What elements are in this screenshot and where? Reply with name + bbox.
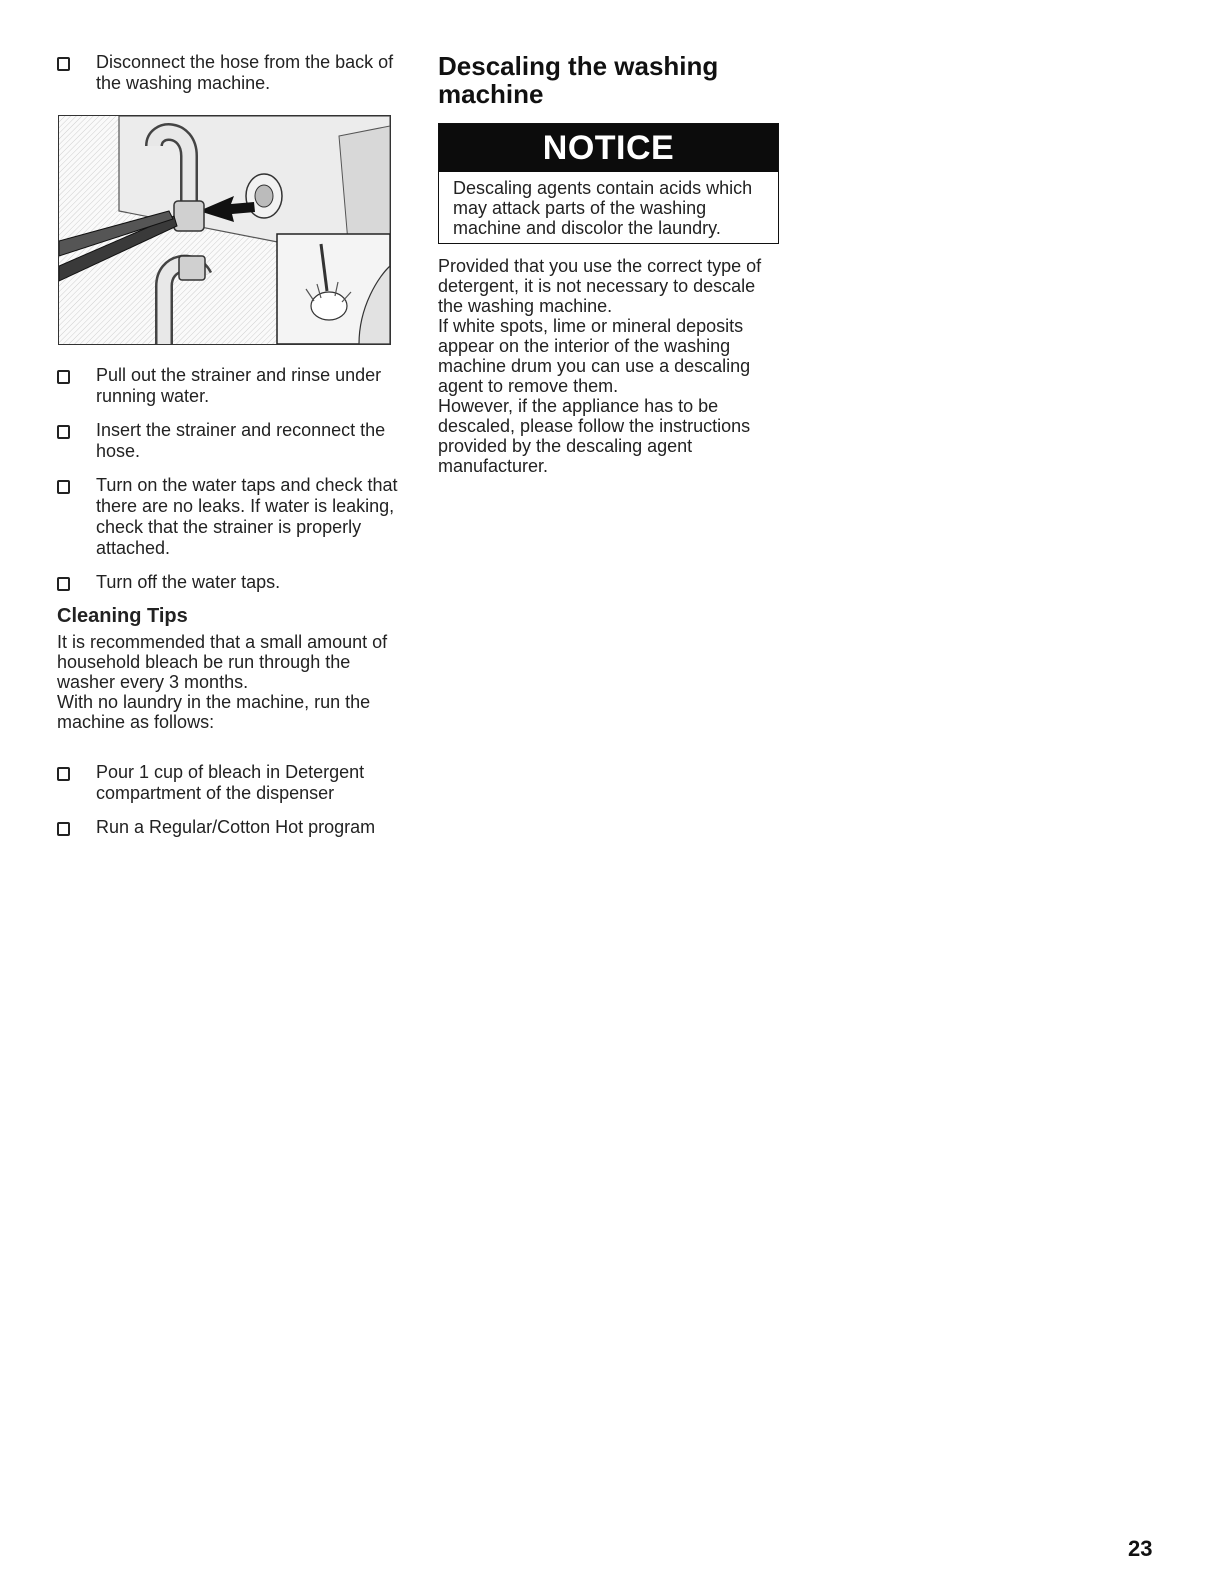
step-text: Pull out the strainer and rinse under running water. bbox=[96, 365, 382, 406]
cleaning-paragraph: With no laundry in the machine, run the machine as follows: bbox=[57, 692, 371, 732]
step-text: Pour 1 cup of bleach in Detergent compartment of the dispenser bbox=[96, 762, 365, 803]
section-title: Descaling the washing machine bbox=[438, 51, 719, 109]
cleaning-paragraph: It is recommended that a small amount of household bleach be run through the washer every 3 months. bbox=[57, 632, 388, 692]
checkbox-bullet-icon bbox=[57, 370, 70, 384]
step-text: Turn on the water taps and check that there are no leaks. If water is leaking, check that the strainer is properly attached. bbox=[96, 475, 398, 558]
checkbox-bullet-icon bbox=[57, 425, 70, 439]
left-column bbox=[57, 52, 402, 838]
hose-disconnect-illustration bbox=[58, 115, 391, 345]
notice-label: NOTICE bbox=[439, 124, 778, 172]
list-item bbox=[57, 762, 402, 804]
checkbox-bullet-icon bbox=[57, 57, 70, 71]
step-text: Run a Regular/Cotton Hot program bbox=[96, 817, 376, 837]
list-item bbox=[57, 420, 402, 462]
body-paragraph: However, if the appliance has to be descaled, please follow the instructions provided by the descaling agent manufacturer. bbox=[438, 396, 751, 476]
notice-box bbox=[438, 123, 779, 244]
cleaning-tips-heading: Cleaning Tips bbox=[57, 605, 188, 627]
checkbox-bullet-icon bbox=[57, 767, 70, 781]
list-item bbox=[57, 365, 402, 407]
checkbox-bullet-icon bbox=[57, 822, 70, 836]
list-item bbox=[57, 475, 402, 559]
illustration-drawing bbox=[59, 116, 390, 344]
checkbox-bullet-icon bbox=[57, 577, 70, 591]
body-paragraph: Provided that you use the correct type of detergent, it is not necessary to descale the washing machine. bbox=[438, 256, 762, 316]
body-paragraph: If white spots, lime or mineral deposits appear on the interior of the washing machine drum you can use a descaling agent to remove them. bbox=[438, 316, 751, 396]
list-item bbox=[57, 52, 402, 94]
list-item bbox=[57, 817, 402, 838]
step-text: Disconnect the hose from the back of the washing machine. bbox=[96, 52, 394, 93]
page-number: 23 bbox=[1128, 1536, 1153, 1561]
right-column bbox=[438, 52, 783, 476]
list-item bbox=[57, 572, 402, 593]
step-text: Insert the strainer and reconnect the hose. bbox=[96, 420, 386, 461]
checkbox-bullet-icon bbox=[57, 480, 70, 494]
step-text: Turn off the water taps. bbox=[96, 572, 281, 592]
notice-text: Descaling agents contain acids which may attack parts of the washing machine and discolor the laundry. bbox=[453, 178, 753, 238]
